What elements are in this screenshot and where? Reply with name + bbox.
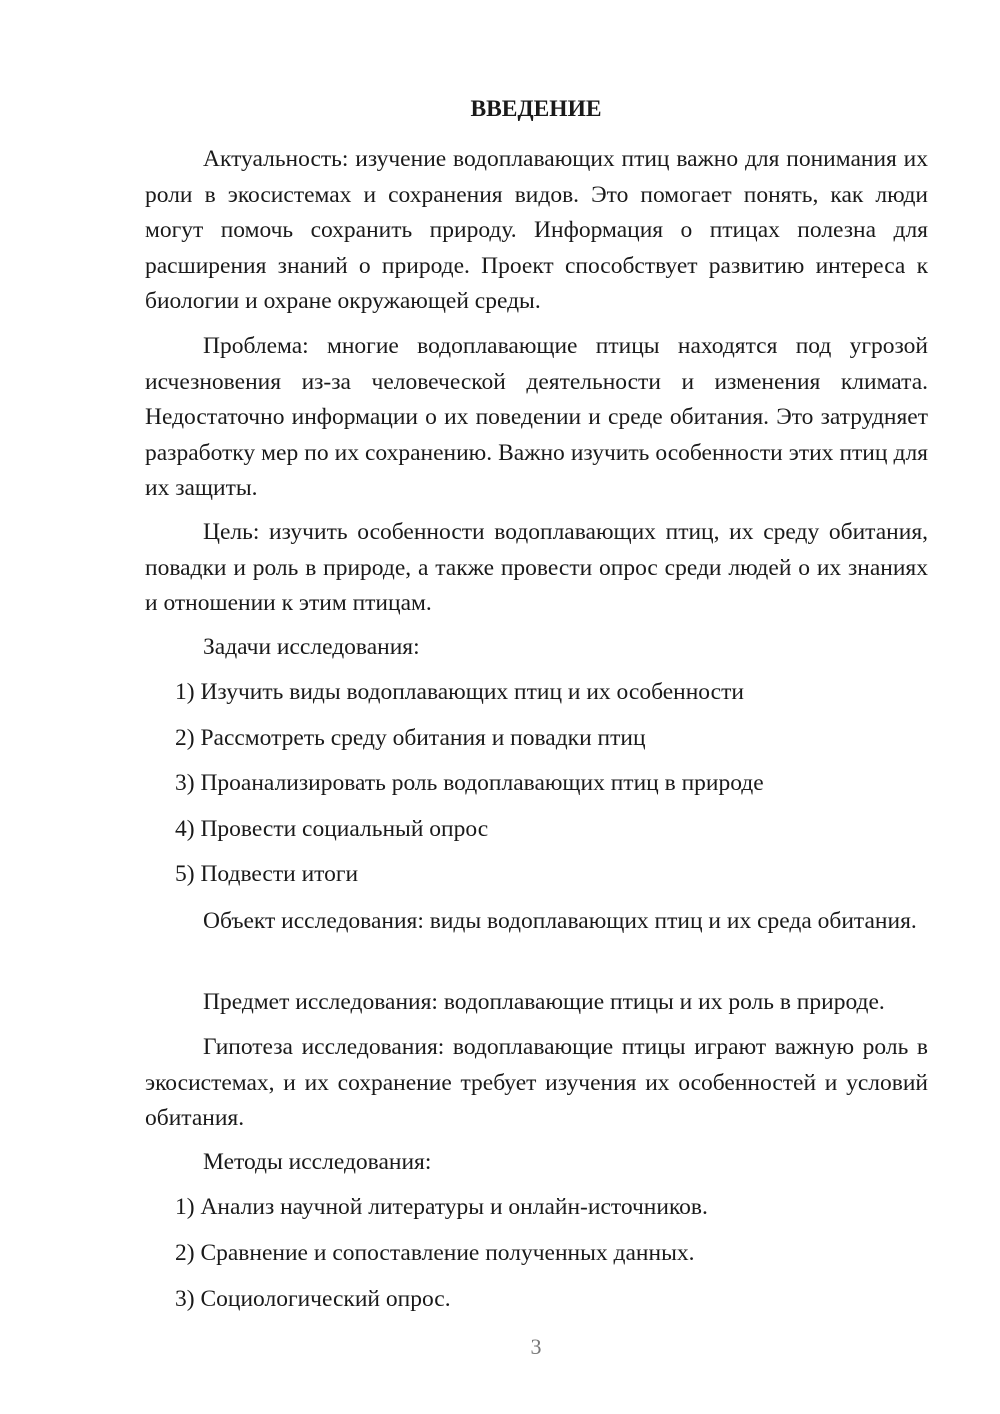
task-item: 3) Проанализировать роль водоплавающих птиц в природе	[175, 770, 764, 796]
methods-label: Методы исследования:	[203, 1149, 432, 1175]
task-item: 2) Рассмотреть среду обитания и повадки птиц	[175, 725, 646, 751]
page-title: ВВЕДЕНИЕ	[470, 96, 602, 122]
object-paragraph: Объект исследования: виды водоплавающих птиц и их среда обитания.	[203, 908, 917, 934]
method-item: 2) Сравнение и сопоставление полученных данных.	[175, 1240, 695, 1266]
goal-paragraph: Цель: изучить особенности водоплавающих птиц, их среду обитания, повадки и роль в природе, а также провести опрос среди людей о их знаниях и отношении к этим птицам.	[145, 519, 928, 616]
method-item: 1) Анализ научной литературы и онлайн-источников.	[175, 1194, 708, 1220]
subject-paragraph: Предмет исследования: водоплавающие птицы и их роль в природе.	[203, 989, 885, 1015]
problem-paragraph: Проблема: многие водоплавающие птицы находятся под угрозой исчезновения из-за человеческой деятельности и изменения климата. Недостаточно информации о их поведении и среде обитания. Это затрудняет разработку мер по их сохранению. Важно изучить особенности этих птиц для их защиты.	[145, 333, 928, 501]
task-item: 1) Изучить виды водоплавающих птиц и их особенности	[175, 679, 744, 705]
relevance-paragraph: Актуальность: изучение водоплавающих птиц важно для понимания их роли в экосистемах и сохранения видов. Это помогает понять, как люди могут помочь сохранить природу. Информация о птицах полезна для расширения знаний о природе. Проект способствует развитию интереса к биологии и охране окружающей среды.	[145, 146, 928, 314]
tasks-label: Задачи исследования:	[203, 634, 420, 660]
method-item: 3) Социологический опрос.	[175, 1286, 451, 1312]
page-number: 3	[530, 1334, 542, 1359]
task-item: 5) Подвести итоги	[175, 861, 359, 887]
hypothesis-paragraph: Гипотеза исследования: водоплавающие птицы играют важную роль в экосистемах, и их сохранение требует изучения их особенностей и условий обитания.	[145, 1034, 928, 1131]
task-item: 4) Провести социальный опрос	[175, 816, 489, 842]
